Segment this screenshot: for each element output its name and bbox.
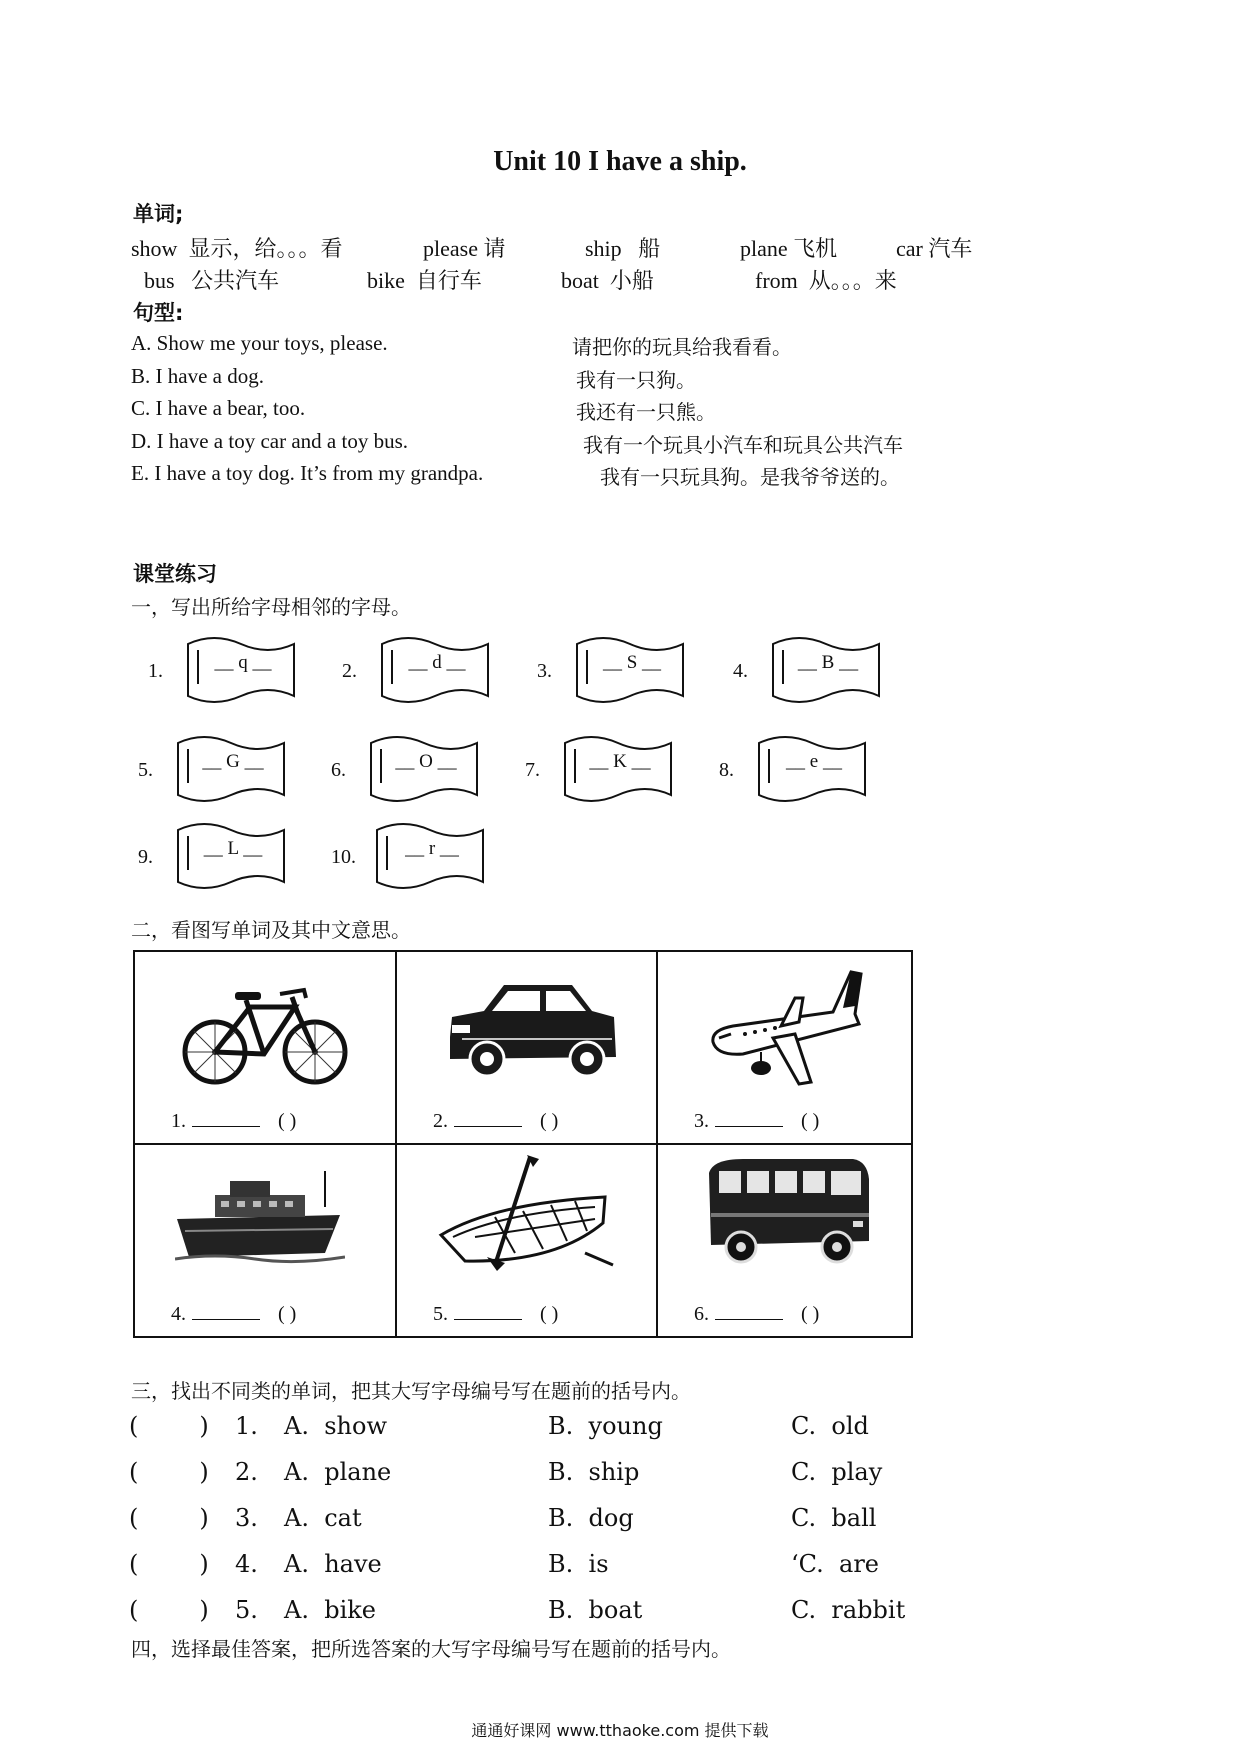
- vocab-item: car 汽车: [896, 236, 973, 262]
- option-b: B. dog: [548, 1504, 634, 1532]
- option-a: A. cat: [284, 1504, 362, 1532]
- footer: 通通好课网 www.tthaoke.com 提供下载: [471, 1721, 769, 1740]
- option-c: C. old: [791, 1412, 869, 1440]
- option-a: A. have: [284, 1550, 382, 1578]
- flag-number: 4.: [733, 660, 748, 682]
- letter-flag: [184, 626, 298, 704]
- letter-flag: [174, 812, 288, 890]
- option-c: C. ball: [791, 1504, 877, 1532]
- sentence-en: A. Show me your toys, please.: [131, 331, 388, 355]
- option-b: B. is: [548, 1550, 609, 1578]
- option-c: C. play: [791, 1458, 883, 1486]
- answer-label: 1. ( ): [171, 1110, 297, 1132]
- letter-flag: [755, 725, 869, 803]
- answer-label: 5. ( ): [433, 1303, 559, 1325]
- answer-parentheses: ( ): [129, 1504, 209, 1532]
- flag-letters: __ G __: [202, 751, 264, 772]
- section-4-heading: 四，选择最佳答案，把所选答案的大写字母编号写在题前的括号内。: [131, 1637, 731, 1661]
- answer-label: 6. ( ): [694, 1303, 820, 1325]
- section-1-heading: 一，写出所给字母相邻的字母。: [131, 595, 411, 619]
- rowboat-icon: [435, 1153, 615, 1273]
- picture-cell: [397, 952, 657, 1145]
- vocab-heading: 单词;: [133, 202, 184, 226]
- vocab-item: plane 飞机: [740, 236, 838, 262]
- option-a: A. bike: [284, 1596, 377, 1624]
- answer-parentheses: ( ): [129, 1550, 209, 1578]
- option-b: B. ship: [548, 1458, 640, 1486]
- sentence-en: B. I have a dog.: [131, 364, 264, 388]
- answer-label: 3. ( ): [694, 1110, 820, 1132]
- sentence-zh: 我有一只玩具狗。是我爷爷送的。: [600, 465, 900, 489]
- sentence-zh: 我有一只狗。: [576, 368, 696, 392]
- practice-heading: 课堂练习: [133, 562, 217, 586]
- question-number: 2.: [235, 1458, 258, 1486]
- option-b: B. young: [548, 1412, 663, 1440]
- picture-cell: [658, 1145, 918, 1338]
- answer-label: 4. ( ): [171, 1303, 297, 1325]
- sentence-en: D. I have a toy car and a toy bus.: [131, 429, 408, 453]
- flag-number: 2.: [342, 660, 357, 682]
- flag-letters: __ q __: [214, 652, 272, 673]
- flag-number: 5.: [138, 759, 153, 781]
- flag-letters: __ r __: [405, 838, 459, 859]
- answer-parentheses: ( ): [129, 1412, 209, 1440]
- picture-cell: [397, 1145, 657, 1338]
- vocab-item: bike 自行车: [367, 268, 482, 294]
- flag-letters: __ B __: [797, 652, 859, 673]
- section-3-heading: 三，找出不同类的单词，把其大写字母编号写在题前的括号内。: [131, 1379, 691, 1403]
- letter-flag: [378, 626, 492, 704]
- vocab-item: please 请: [423, 236, 506, 262]
- letter-flag: [769, 626, 883, 704]
- vocab-item: show 显示，给。。。看: [131, 236, 343, 262]
- picture-table: [133, 950, 913, 1338]
- plane-icon: [703, 964, 863, 1094]
- car-icon: [442, 977, 622, 1087]
- letter-flag: [373, 812, 487, 890]
- question-number: 5.: [235, 1596, 258, 1624]
- sentence-zh: 我有一个玩具小汽车和玩具公共汽车: [583, 433, 903, 457]
- vocab-item: ship 船: [585, 236, 661, 262]
- flag-number: 7.: [525, 759, 540, 781]
- option-a: A. show: [284, 1412, 387, 1440]
- flag-letters: __ e __: [786, 751, 842, 772]
- flag-number: 9.: [138, 846, 153, 868]
- flag-letters: __ O __: [395, 751, 457, 772]
- picture-cell: [135, 952, 395, 1145]
- vocab-item: boat 小船: [561, 268, 654, 294]
- flag-letters: __ L __: [203, 838, 263, 859]
- flag-number: 3.: [537, 660, 552, 682]
- flag-number: 8.: [719, 759, 734, 781]
- flag-letters: __ S __: [602, 652, 662, 673]
- vocab-item: bus 公共汽车: [144, 268, 280, 294]
- picture-cell: [135, 1145, 395, 1338]
- flag-number: 10.: [331, 846, 356, 868]
- sentence-zh: 请把你的玩具给我看看。: [572, 335, 792, 359]
- flag-letters: __ K __: [589, 751, 651, 772]
- flag-letters: __ d __: [408, 652, 466, 673]
- page-title: Unit 10 I have a ship.: [493, 146, 747, 177]
- vocab-item: from 从。。。来: [755, 268, 897, 294]
- section-2-heading: 二，看图写单词及其中文意思。: [131, 918, 411, 942]
- option-c: C. rabbit: [791, 1596, 906, 1624]
- bicycle-icon: [180, 972, 350, 1092]
- option-b: B. boat: [548, 1596, 643, 1624]
- answer-parentheses: ( ): [129, 1458, 209, 1486]
- sentence-heading: 句型:: [133, 301, 184, 325]
- answer-label: 2. ( ): [433, 1110, 559, 1132]
- option-a: A. plane: [284, 1458, 392, 1486]
- option-c: ‘C. are: [791, 1550, 880, 1578]
- sentence-zh: 我还有一只熊。: [576, 400, 716, 424]
- question-number: 3.: [235, 1504, 258, 1532]
- ship-icon: [175, 1167, 345, 1267]
- question-number: 1.: [235, 1412, 258, 1440]
- letter-flag: [573, 626, 687, 704]
- flag-number: 1.: [148, 660, 163, 682]
- answer-parentheses: ( ): [129, 1596, 209, 1624]
- picture-cell: [658, 952, 918, 1145]
- letter-flag: [174, 725, 288, 803]
- bus-icon: [703, 1155, 873, 1265]
- flag-number: 6.: [331, 759, 346, 781]
- letter-flag: [561, 725, 675, 803]
- question-number: 4.: [235, 1550, 258, 1578]
- letter-flag: [367, 725, 481, 803]
- sentence-en: E. I have a toy dog. It’s from my grandpa.: [131, 461, 484, 485]
- sentence-en: C. I have a bear, too.: [131, 396, 306, 420]
